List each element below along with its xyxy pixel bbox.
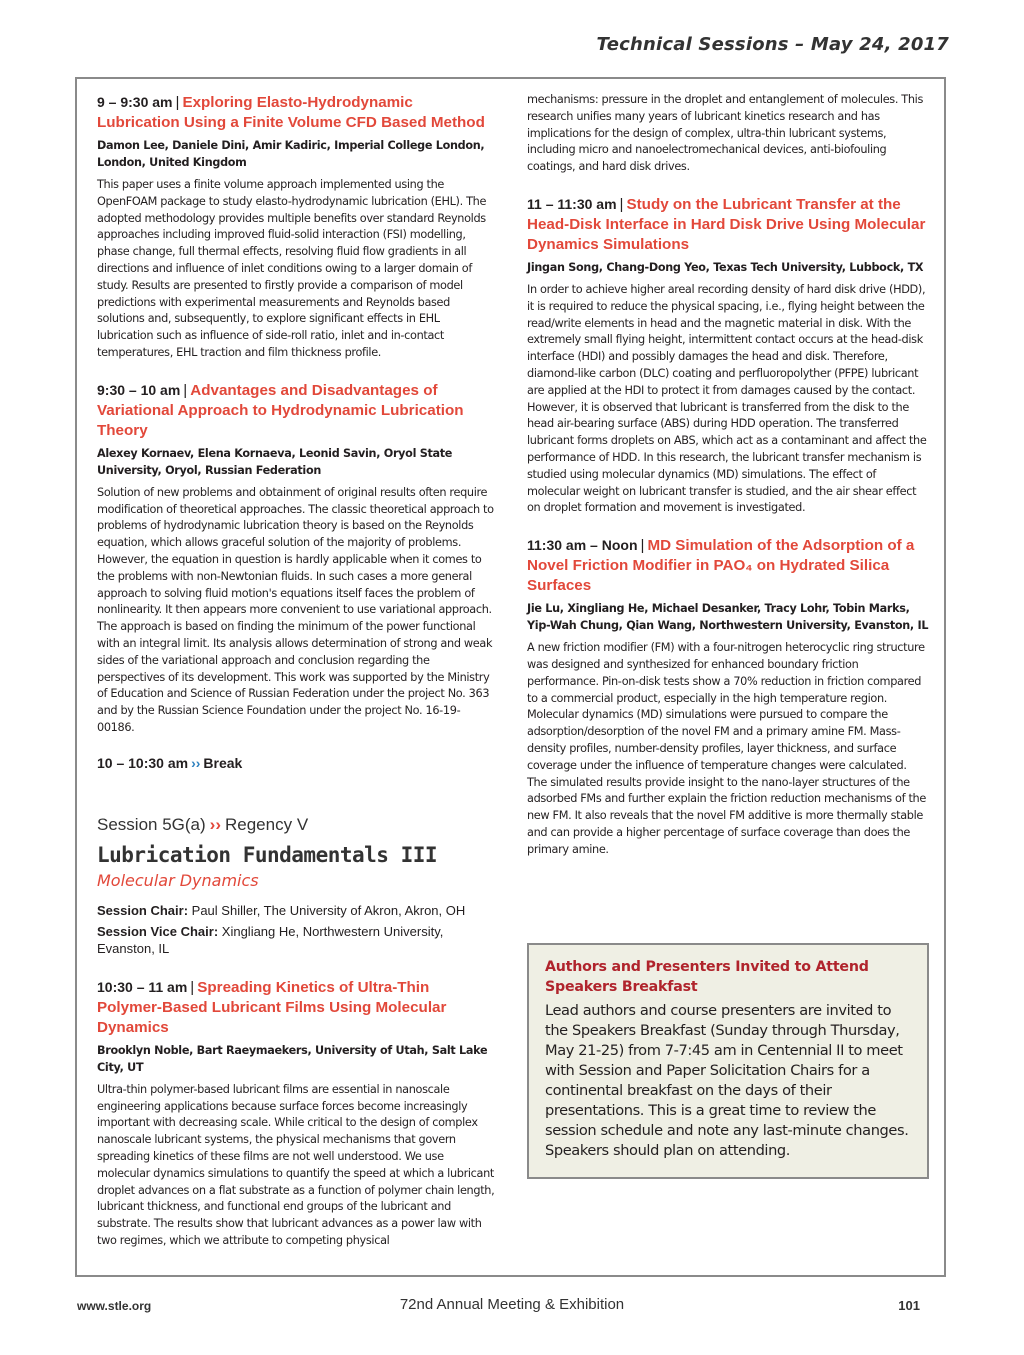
talk-abstract: Solution of new problems and obtainment of original results often require modification of theoretical approaches. The classic theoretical approach to problems of hydrodynamic lubrication theory is based on the Reynolds equation, which allows graceful solution of the majority of problems. However, the equation in question is hardly applicable when it comes to the problems with non-Newtonian fluids. In such cases a more general approach to solving fluid motion's equations itself faces the problem of nonlinearity. It then appears more convenient to use variational approach. The approach is based on finding the minimum of the power functional with an integral limit. Its analysis allows determination of strong and weak sides of the variational approach and conclusion regarding the perspectives of its development. This work was supported by the Ministry of Education and Science of Russian Federation under the project No. 363 and by the Russian Science Foundation under the project No. 16-19-00186. [97, 485, 494, 734]
chair-name: Paul Shiller, The University of Akron, Akron, OH [191, 902, 466, 918]
double-chevron-icon: ›› [191, 754, 201, 771]
page-number: 101 [898, 1298, 920, 1313]
talk-entry [97, 380, 497, 737]
break-label: Break [203, 754, 243, 771]
talk-authors: Brooklyn Noble, Bart Raeymaekers, University of Utah, Salt Lake City, UT [97, 1043, 488, 1074]
separator: | [619, 195, 624, 213]
chair-label: Session Chair: [97, 902, 189, 918]
session-title: Lubrication Fundamentals III [97, 842, 438, 867]
talk-title: Exploring Elasto-Hydrodynamic Lubrication Using a Finite Volume CFD Based Method [97, 94, 485, 131]
session-chair [97, 902, 497, 919]
talk-abstract: Ultra-thin polymer-based lubricant films are essential in nanoscale engineering applications because surface forces become increasingly important with decreasing scale. While critical to the design of complex nanoscale lubricant systems, the physical mechanisms that govern spreading kinetics of these films are not well understood. We use molecular dynamics simulations to quantify the speed at which a lubricant droplet advances on a flat substrate as a function of polymer chain length, lubricant thickness, and functional end groups of the lubricant and substrate. The results show that lubricant advances as a power law with two regimes, which we attribute to competing physical [97, 1082, 495, 1247]
right-column [527, 92, 929, 877]
footer-website: www.stle.org [77, 1299, 152, 1313]
break-time: 10 – 10:30 am [97, 754, 189, 771]
talk-time: 11:30 am – Noon [527, 537, 638, 554]
talk-entry [97, 92, 497, 362]
session-subtitle: Molecular Dynamics [97, 870, 259, 890]
notice-title: Authors and Presenters Invited to Attend Speakers Breakfast [545, 959, 869, 995]
talk-title: Study on the Lubricant Transfer at the Head-Disk Interface in Hard Disk Drive Using Molecular Dynamics Simulations [527, 195, 926, 253]
separator: | [640, 537, 645, 555]
separator: | [190, 978, 195, 996]
talk-authors: Jie Lu, Xingliang He, Michael Desanker, Tracy Lohr, Tobin Marks, Yip-Wah Chung, Qian Wang, Northwestern University, Evanston, IL [527, 602, 929, 633]
talk-title: Spreading Kinetics of Ultra-Thin Polymer-Based Lubricant Films Using Molecular Dynamics [97, 978, 447, 1036]
separator: | [183, 381, 188, 399]
left-column [97, 92, 497, 1268]
talk-authors: Alexey Kornaev, Elena Kornaeva, Leonid Savin, Oryol State University, Oryol, Russian Federation [97, 446, 453, 477]
talk-entry [97, 977, 497, 1250]
talk-time: 10:30 – 11 am [97, 978, 188, 995]
talk-authors: Damon Lee, Daniele Dini, Amir Kadiric, Imperial College London, London, United Kingdom [97, 139, 485, 169]
talk-authors: Jingan Song, Chang-Dong Yeo, Texas Tech University, Lubbock, TX [527, 260, 924, 274]
talk-time: 9:30 – 10 am [97, 381, 181, 398]
break-entry [97, 755, 497, 771]
talk-title: Advantages and Disadvantages of Variational Approach to Hydrodynamic Lubrication Theory [97, 381, 464, 439]
talk-entry [527, 194, 929, 517]
double-chevron-icon: ›› [209, 814, 221, 834]
talk-time: 9 – 9:30 am [97, 94, 173, 110]
session-vice-chair [97, 923, 497, 957]
talk-abstract: In order to achieve higher areal recording density of hard disk drive (HDD), it is required to reduce the physical spacing, i.e., flying height between the read/write elements in head and the magnetic material in disk. With the extremely small flying height, intermittent contact occurs at the head-disk interface (HDI) and possibly damages the head and disk. Therefore, diamond-like carbon (DLC) coating and perfluoropolyther (PFPE) lubricant are applied at the HDI to protect it from damages caused by the contact. However, it is observed that lubricant is transferred from the disk to the head air-bearing surface (ABS) during HDD operation. The transferred lubricant forms droplets on ABS, which act as a contaminant and affect the performance of HDD. In this research, the lubricant transfer mechanism is studied using molecular dynamics (MD) simulations. The effect of molecular weight on lubricant transfer is studied, and the air shear effect on droplet formation and movement is investigated. [527, 282, 927, 515]
session-room: Regency V [225, 814, 309, 834]
talk-abstract: A new friction modifier (FM) with a four-nitrogen heterocyclic ring structure was designed and synthesized for enhanced boundary friction performance. Pin-on-disk tests show a 70% reduction in friction compared to a commercial product, especially in the high temperature region. Molecular dynamics (MD) simulations were pursued to compare the adsorption/desorption of the novel FM and a primary amine FM. Mass-density profiles, number-density profiles, layer thickness, and surface coverage under the influence of temperature changes were calculated. The simulated results provide insight to the nano-layer structures of the adsorbed FMs and further explain the friction reduction mechanisms of the new FM. It also reveals that the novel FM additive is more thermally stable and can provide a higher percentage of surface coverage than does the primary amine. [527, 641, 926, 856]
abstract-continuation: mechanisms: pressure in the droplet and entanglement of molecules. This research unifies many years of lubricant kinetics research and has implications for the design of complex, ultra-thin lubricant systems, including micro and nanoelectromechanical devices, anti-biofouling coatings, and hard disk drives. [527, 93, 923, 174]
talk-abstract: This paper uses a finite volume approach implemented using the OpenFOAM package to study elasto-hydrodynamic lubrication (EHL). The adopted methodology provides multiple benefits over standard Reynolds approaches including improved fluid-solid interaction (FSI) modelling, phase change, full thermal effects, resolving fluid flow gradients in all directions and influence of inlet conditions owing to a larger domain of study. Results are presented to firstly provide a comparison of model predictions with experimental measurements and Reynolds based solutions and, subsequently, to explore significant effects in EHL lubrication such as influence of side-roll ratio, inlet and in-contact temperatures, EHL traction and film thickness profile. [97, 178, 487, 359]
separator: | [175, 94, 180, 111]
talk-entry [527, 535, 929, 858]
talk-title: MD Simulation of the Adsorption of a Novel Friction Modifier in PAO₄ on Hydrated Silica Surfaces [527, 537, 915, 595]
session-location [97, 815, 497, 835]
talk-time: 11 – 11:30 am [527, 195, 617, 212]
vice-chair-label: Session Vice Chair: [97, 923, 219, 939]
footer-event: 72nd Annual Meeting & Exhibition [399, 1296, 625, 1313]
vice-chair-name: Xingliang He, Northwestern University, Evanston, IL [97, 923, 444, 956]
running-header: Technical Sessions – May 24, 2017 [596, 34, 949, 55]
speakers-breakfast-notice [527, 943, 929, 1179]
notice-body: Lead authors and course presenters are invited to the Speakers Breakfast (Sunday through Thursday, May 21-25) from 7-7:45 am in Centennial II to meet with Session and Paper Solicitation Chairs for a continental breakfast on the days of their presentations. This is a great time to review the session schedule and note any last-minute changes. Speakers should plan on attending. [545, 1002, 909, 1159]
session-label: Session 5G(a) [97, 814, 206, 834]
